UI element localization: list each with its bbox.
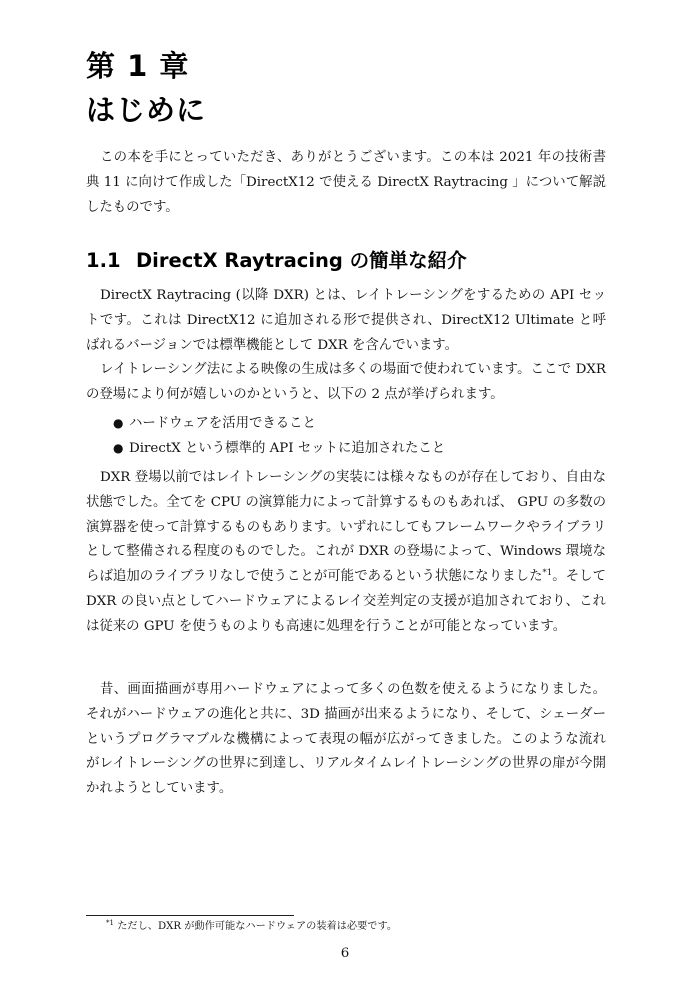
page-number: 6 <box>340 946 350 961</box>
bullet-text: DirectX という標準的 API セットに追加されたこと <box>129 441 446 456</box>
bullet-icon: ● <box>113 416 124 430</box>
footnote-divider <box>86 915 294 916</box>
closing-paragraph: 昔、画面描画が専用ハードウェアによって多くの色数を使えるようになりました。それがハードウェアの進化と共に、3D 描画が出来るようになり、そして、シェーダーというプログラマブルな機構によって表現の幅が広がってきました。このような流れがレイトレーシングの世界に到達し、リアルタイムレイトレーシングの世界の扉が今開かれようとしています。 <box>86 682 606 797</box>
footnote-reference[interactable]: *1 <box>542 568 553 579</box>
section-intro-block <box>86 284 606 408</box>
footnote-text: ただし、DXR が動作可能なハードウェアの装着は必要です。 <box>117 921 398 932</box>
footnote-marker: *1 <box>106 919 114 927</box>
bullet-list <box>113 411 445 461</box>
dxr-history-paragraph <box>86 466 606 640</box>
bullet-icon: ● <box>113 441 124 455</box>
closing-block <box>86 678 606 802</box>
intro-block <box>86 146 606 220</box>
list-item <box>113 411 445 436</box>
chapter-title: はじめに <box>86 93 207 127</box>
history-text-after-footnote: 。そして DXR の良い点としてハードウェアによるレイ交差判定の支援が追加されており、これは従来の GPU を使うものよりも高速に処理を行うことが可能となっています。 <box>86 569 606 634</box>
footnote <box>106 919 397 935</box>
chapter-heading <box>86 44 206 132</box>
dxr-history-block <box>86 466 606 640</box>
section-heading <box>86 246 467 276</box>
section-number: 1.1 <box>86 249 121 272</box>
intro-paragraph: この本を手にとっていただき、ありがとうございます。この本は 2021 年の技術書典 11 に向けて作成した「DirectX12 で使える DirectX Raytracing 」について解説したものです。 <box>86 150 606 215</box>
section-paragraph-1: DirectX Raytracing (以降 DXR) とは、レイトレーシングをするための API セットです。これは DirectX12 に追加される形で提供され、DirectX12 Ultimate と呼ばれるバージョンでは標準機能として DXR を含んでいます。 <box>86 288 606 353</box>
bullet-text: ハードウェアを活用できること <box>129 416 316 431</box>
chapter-number: 第 1 章 <box>86 49 190 83</box>
section-title: DirectX Raytracing の簡単な紹介 <box>136 249 467 272</box>
history-text-before-footnote: DXR 登場以前ではレイトレーシングの実装には様々なものが存在しており、自由な状態でした。全てを CPU の演算能力によって計算するものもあれば、 GPU の多数の演算器を使って計算するものもあります。いずれにしてもフレームワークやライブラリとして整備される程度のものでした。これが DXR の登場によって、Windows 環境ならば追加のライブラリなしで使うことが可能であるという状態になりました <box>86 470 606 585</box>
section-paragraph-2: レイトレーシング法による映像の生成は多くの場面で使われています。ここで DXR の登場により何が嬉しいのかというと、以下の 2 点が挙げられます。 <box>86 362 606 403</box>
list-item <box>113 436 445 461</box>
